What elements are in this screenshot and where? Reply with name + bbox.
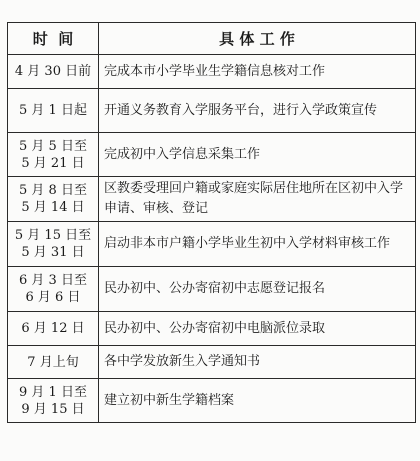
time-cell: 5 月 8 日至 5 月 14 日 [8, 177, 99, 222]
time-cell: 5 月 5 日至 5 月 21 日 [8, 133, 99, 177]
table-row [8, 346, 416, 379]
time-cell: 6 月 3 日至 6 月 6 日 [8, 267, 99, 312]
work-cell: 民办初中、公办寄宿初中电脑派位录取 [99, 312, 416, 346]
work-cell: 启动非本市户籍小学毕业生初中入学材料审核工作 [99, 222, 416, 267]
table-row [8, 267, 416, 312]
header-work [99, 23, 416, 55]
table-row [8, 177, 416, 222]
time-cell: 5 月 1 日起 [8, 89, 99, 133]
work-cell: 民办初中、公办寄宿初中志愿登记报名 [99, 267, 416, 312]
work-cell: 各中学发放新生入学通知书 [99, 346, 416, 379]
time-cell: 9 月 1 日至 9 月 15 日 [8, 379, 99, 423]
header-time [8, 23, 99, 55]
table-row [8, 379, 416, 423]
table-header-row [8, 23, 416, 55]
time-cell: 6 月 12 日 [8, 312, 99, 346]
work-cell: 开通义务教育入学服务平台，进行入学政策宣传 [99, 89, 416, 133]
work-cell: 完成本市小学毕业生学籍信息核对工作 [99, 55, 416, 89]
time-cell: 7 月上旬 [8, 346, 99, 379]
table-row [8, 222, 416, 267]
table-row [8, 312, 416, 346]
header-work-label: 具 体 工 作 [219, 30, 295, 48]
table-row [8, 133, 416, 177]
work-cell: 建立初中新生学籍档案 [99, 379, 416, 423]
work-cell: 区教委受理回户籍或家庭实际居住地所在区初中入学申请、审核、登记 [99, 177, 416, 222]
header-time-label: 时 间 [32, 30, 74, 48]
work-cell: 完成初中入学信息采集工作 [99, 133, 416, 177]
schedule-table [7, 22, 416, 423]
table-row [8, 55, 416, 89]
time-cell: 5 月 15 日至 5 月 31 日 [8, 222, 99, 267]
table-row [8, 89, 416, 133]
time-cell: 4 月 30 日前 [8, 55, 99, 89]
